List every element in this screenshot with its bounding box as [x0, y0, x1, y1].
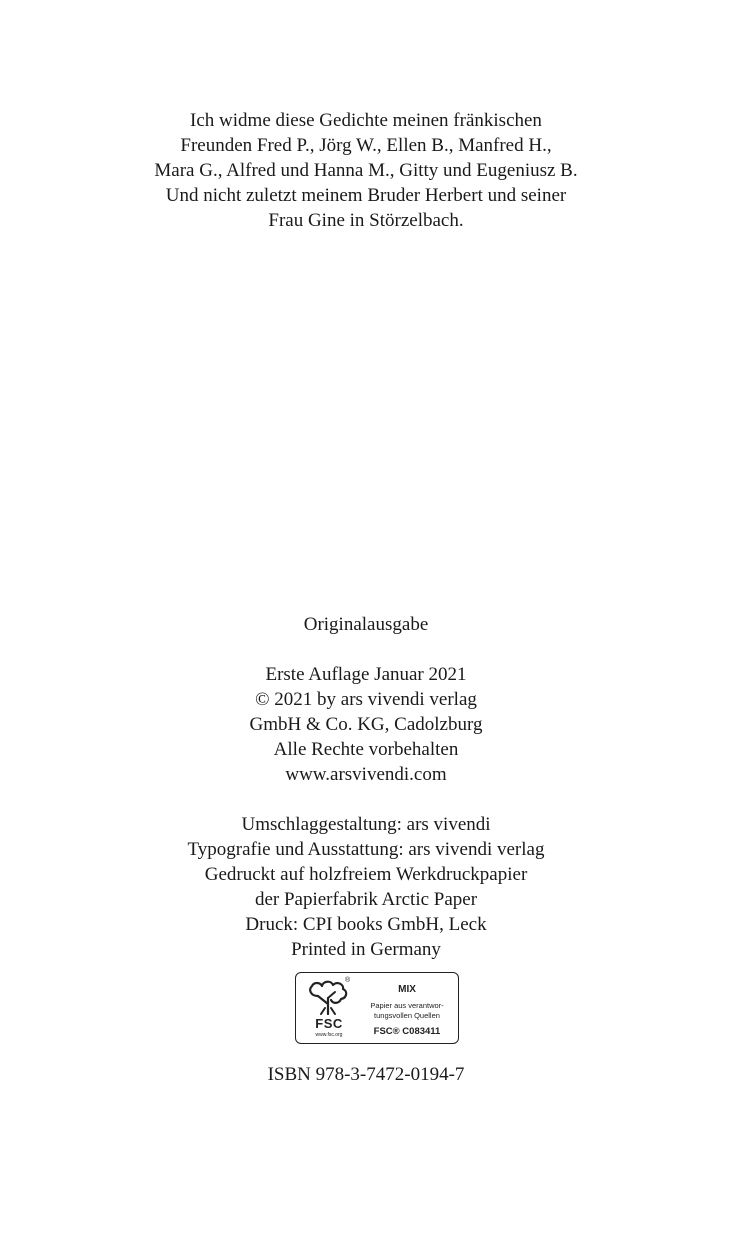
fsc-license-code: FSC® C083411 — [373, 1026, 441, 1037]
edition-label-text: Originalausgabe — [303, 614, 429, 635]
edition-line: Erste Auflage Januar 2021 — [265, 664, 467, 685]
fsc-tree-icon — [303, 978, 353, 1018]
fsc-description — [358, 1001, 456, 1021]
dedication-line: Freunden Fred P., Jörg W., Ellen B., Manfred H., — [180, 135, 552, 156]
rights-line: Alle Rechte vorbehalten — [273, 739, 459, 760]
fsc-brand: FSC — [315, 1016, 343, 1031]
printer-line: Druck: CPI books GmbH, Leck — [245, 914, 487, 935]
edition-info — [0, 662, 732, 787]
printed-in-line: Printed in Germany — [291, 939, 441, 960]
isbn — [0, 1062, 732, 1087]
edition-label — [0, 612, 732, 637]
dedication-line: Ich widme diese Gedichte meinen fränkischen — [190, 110, 542, 131]
typography-line: Typografie und Ausstattung: ars vivendi verlag — [187, 839, 545, 860]
website-line: www.arsvivendi.com — [285, 764, 447, 785]
isbn-text: ISBN 978-3-7472-0194-7 — [267, 1064, 465, 1085]
fsc-logo — [295, 972, 459, 1044]
fsc-description-line: tungsvollen Quellen — [374, 1011, 440, 1020]
publisher-line: GmbH & Co. KG, Cadolzburg — [249, 714, 483, 735]
fsc-registered-mark: ® — [345, 977, 351, 984]
fsc-url: www.fsc.org — [315, 1032, 343, 1038]
fsc-category: MIX — [398, 984, 416, 995]
paper-line: Gedruckt auf holzfreiem Werkdruckpapier — [204, 864, 528, 885]
paper-mill-line: der Papierfabrik Arctic Paper — [254, 889, 478, 910]
dedication-line: Mara G., Alfred und Hanna M., Gitty und Eugeniusz B. — [154, 160, 578, 181]
dedication — [0, 108, 732, 233]
cover-design-line: Umschlaggestaltung: ars vivendi — [241, 814, 491, 835]
dedication-line: Und nicht zuletzt meinem Bruder Herbert und seiner — [165, 185, 567, 206]
production-credits — [0, 812, 732, 962]
copyright-line: © 2021 by ars vivendi verlag — [255, 689, 477, 710]
fsc-description-line: Papier aus verantwor- — [370, 1001, 444, 1010]
dedication-line: Frau Gine in Störzelbach. — [268, 210, 464, 231]
